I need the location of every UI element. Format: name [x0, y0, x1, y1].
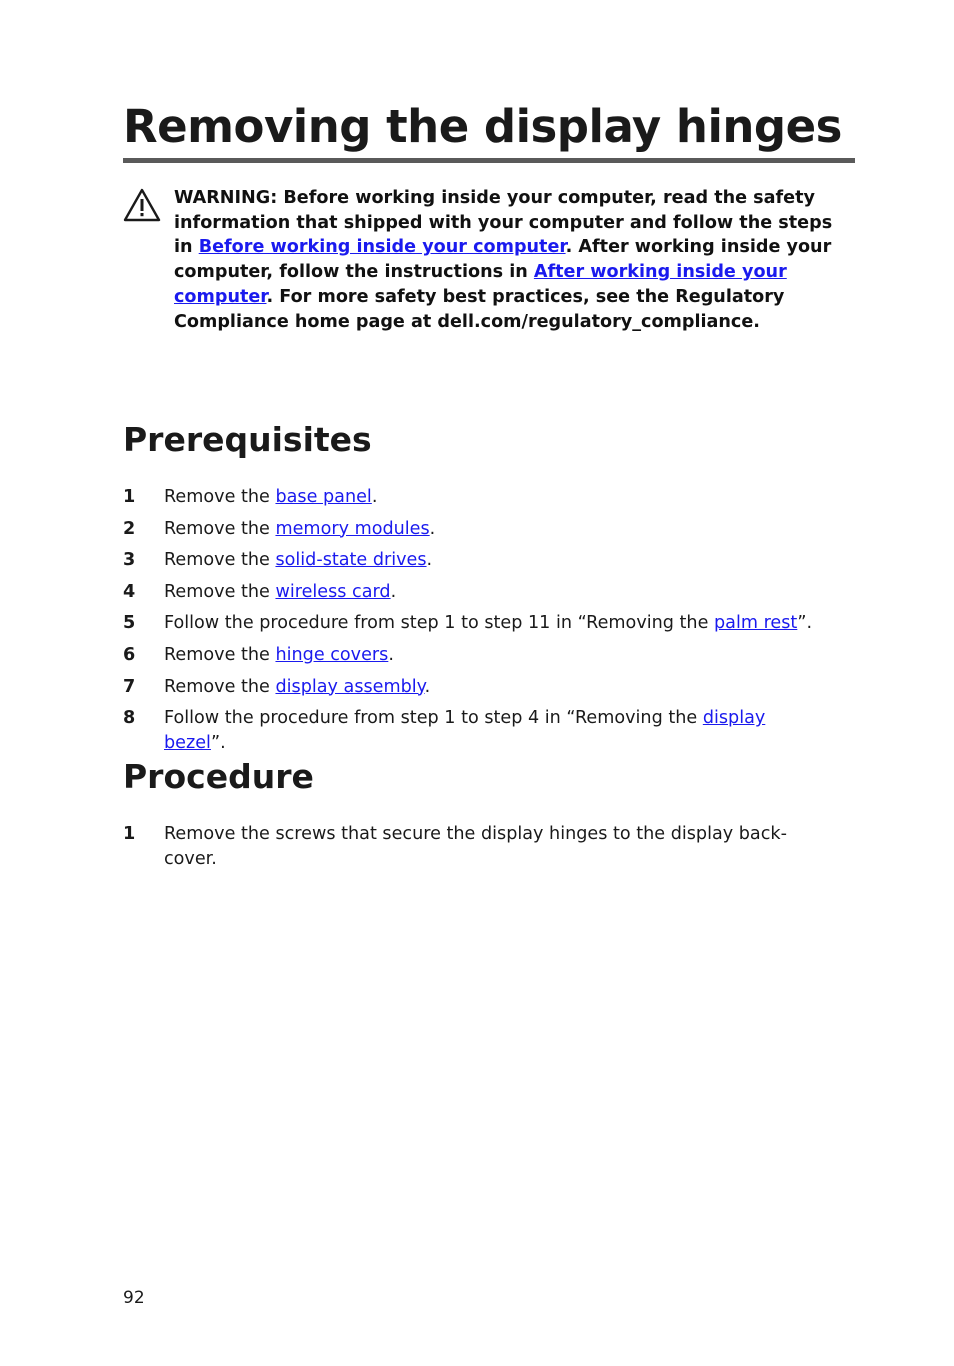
step-text [164, 611, 824, 636]
step-text-pre: Remove the [164, 518, 276, 539]
step-text-pre: Remove the [164, 644, 276, 665]
procedure-heading: Procedure [123, 757, 314, 796]
step-text-pre: Remove the [164, 676, 276, 697]
step-number: 7 [123, 676, 136, 697]
list-item [123, 611, 855, 636]
step-text: Remove the screws that secure the display hinges to the display back-cover. [164, 824, 787, 869]
solid-state-drives-link[interactable]: solid-state drives [275, 550, 427, 571]
step-text [164, 706, 824, 756]
memory-modules-link[interactable]: memory modules [275, 518, 430, 539]
list-item [123, 580, 855, 605]
prerequisites-heading: Prerequisites [123, 420, 372, 459]
list-item [123, 643, 855, 668]
step-number: 1 [123, 487, 136, 507]
step-number: 1 [123, 824, 136, 844]
step-text [164, 675, 824, 700]
after-working-link[interactable]: After working inside your computer [174, 262, 787, 307]
display-assembly-link[interactable]: display assembly [275, 676, 425, 697]
palm-rest-link[interactable]: palm rest [714, 613, 798, 634]
step-text-pre: Follow the procedure from step 1 to step 4 in “Removing the [164, 708, 703, 729]
step-text-pre: Remove the [164, 550, 276, 571]
step-text-post: . [426, 550, 433, 571]
step-text-post: ”. [210, 733, 226, 754]
step-text [164, 548, 824, 573]
step-text-post: . [390, 581, 397, 602]
step-number: 2 [123, 518, 136, 539]
list-item [123, 822, 855, 872]
step-text-post: ”. [797, 613, 813, 634]
warning-text [174, 186, 854, 334]
step-number: 6 [123, 644, 136, 665]
page-number: 92 [123, 1288, 145, 1308]
step-text [164, 517, 824, 542]
step-text-post: . [424, 676, 431, 697]
step-text [164, 643, 824, 668]
list-item [123, 485, 855, 510]
page-title: Removing the display hinges [123, 96, 855, 163]
step-text-pre: Remove the [164, 581, 276, 602]
list-item [123, 706, 855, 756]
step-text-pre: Follow the procedure from step 1 to step 11 in “Removing the [164, 613, 715, 634]
warning-text-part: . For more safety best practices, see the Regulatory Compliance home page at dell.com/regulatory_compliance. [174, 286, 785, 332]
step-number: 3 [123, 550, 136, 571]
step-text [164, 580, 824, 605]
step-text [164, 485, 824, 510]
warning-triangle-icon [123, 188, 161, 222]
step-text-post: . [429, 518, 436, 539]
wireless-card-link[interactable]: wireless card [275, 581, 391, 602]
step-text-pre: Remove the [164, 487, 276, 507]
list-item [123, 675, 855, 700]
warning-text-part: WARNING: Before working inside your computer, read the safety information that shipped with your computer and follow the steps in [174, 188, 833, 258]
step-number: 5 [123, 613, 136, 634]
hinge-covers-link[interactable]: hinge covers [275, 644, 389, 665]
list-item [123, 548, 855, 573]
before-working-link[interactable]: Before working inside your computer [198, 237, 566, 258]
base-panel-link[interactable]: base panel [275, 487, 372, 507]
step-text-post: . [388, 644, 394, 665]
step-number: 4 [123, 581, 136, 602]
warning-text-part: . After working inside your computer, follow the instructions in [174, 237, 832, 283]
procedure-list [123, 822, 855, 879]
step-text-post: . [371, 487, 378, 507]
step-number: 8 [123, 708, 136, 729]
prerequisites-list [123, 485, 855, 763]
list-item [123, 517, 855, 542]
display-bezel-link[interactable]: display bezel [164, 708, 766, 754]
